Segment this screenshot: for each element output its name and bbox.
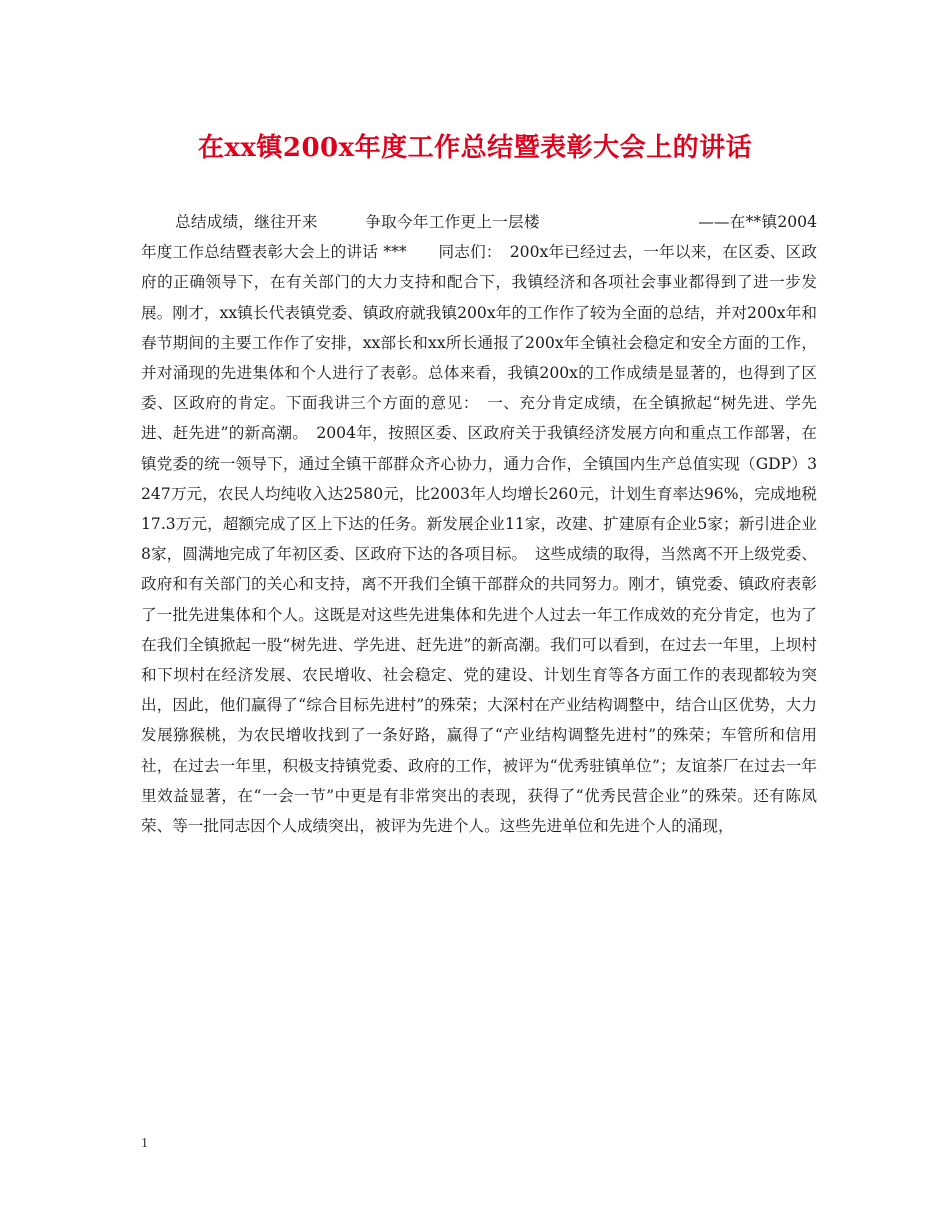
page-number: 1 <box>141 1136 148 1151</box>
document-title: 在xx镇200x年度工作总结暨表彰大会上的讲话 <box>197 133 753 163</box>
document-body-paragraph: 总结成绩，继往开来 争取今年工作更上一层楼 ——在**镇2004年度工作总结暨表彰大会上的讲话 *** 同志们： 200x年已经过去，一年以来，在区委、区政府的正确领导下，在有关部门的大力支持和配合下，我镇经济和各项社会事业都得到了进一步发展。刚才，xx镇长代表镇党委、镇政府就我镇200x年的工作作了较为全面的总结，并对200x年和春节期间的主要工作作了安排，xx部长和xx所长通报了200x年全镇社会稳定和安全方面的工作，并对涌现的先进集体和个人进行了表彰。总体来看，我镇200x的工作成绩是显著的，也得到了区委、区政府的肯定。下面我讲三个方面的意见： 一、充分肯定成绩，在全镇掀起“树先进、学先进、赶先进”的新高潮。 2004年，按照区委、区政府关于我镇经济发展方向和重点工作部署，在镇党委的统一领导下，通过全镇干部群众齐心协力，通力合作，全镇国内生产总值实现（GDP）3247万元，农民人均纯收入达2580元，比2003年人均增长260元，计划生育率达96%，完成地税17.3万元，超额完成了区上下达的任务。新发展企业11家，改建、扩建原有企业5家；新引进企业8家，圆满地完成了年初区委、区政府下达的各项目标。 这些成绩的取得，当然离不开上级党委、政府和有关部门的关心和支持，离不开我们全镇干部群众的共同努力。刚才，镇党委、镇政府表彰了一批先进集体和个人。这既是对这些先进集体和先进个人过去一年工作成效的充分肯定，也为了在我们全镇掀起一股“树先进、学先进、赶先进”的新高潮。我们可以看到，在过去一年里，上坝村和下坝村在经济发展、农民增收、社会稳定、党的建设、计划生育等各方面工作的表现都较为突出，因此，他们赢得了“综合目标先进村”的殊荣；大深村在产业结构调整中，结合山区优势，大力发展猕猴桃，为农民增收找到了一条好路，赢得了“产业结构调整先进村”的殊荣；车管所和信用社，在过去一年里，积极支持镇党委、政府的工作，被评为“优秀驻镇单位”；友谊茶厂在过去一年里效益显著，在“一会一节”中更是有非常突出的表现，获得了“优秀民营企业”的殊荣。还有陈凤荣、等一批同志因个人成绩突出，被评为先进个人。这些先进单位和先进个人的涌现， <box>141 213 817 836</box>
